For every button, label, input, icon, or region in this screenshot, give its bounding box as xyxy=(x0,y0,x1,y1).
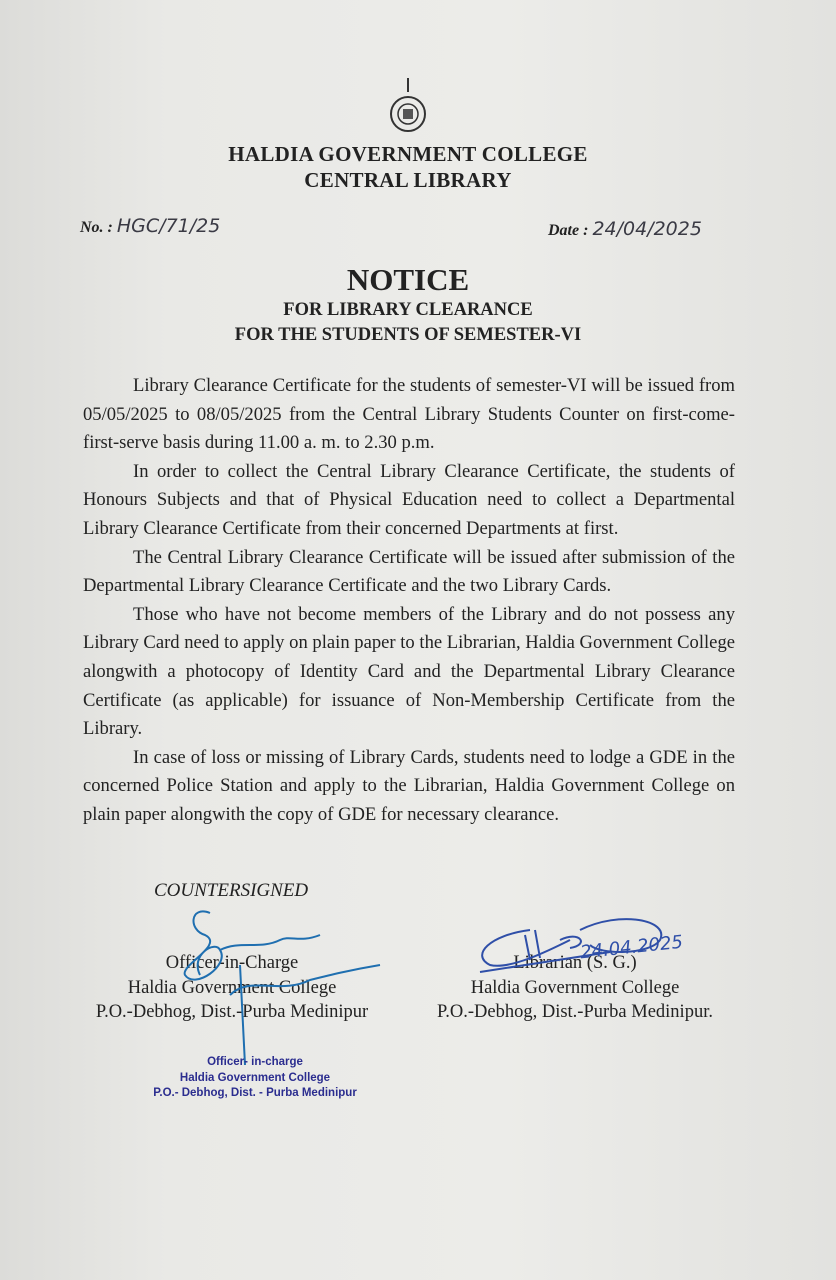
date-label: Date : xyxy=(548,222,589,239)
officer-signature-icon xyxy=(170,905,390,1075)
officer-stamp xyxy=(150,1055,360,1102)
signatory-title: Librarian (S. G.) xyxy=(513,953,637,973)
paragraph: In order to collect the Central Library Clearance Certificate, the students of Honours Subjects and that of Physical Education need to collect a Departmental Library Clearance Certificate from their concerned Departments at first. xyxy=(83,460,735,539)
no-label: No. : xyxy=(80,219,113,236)
notice-date xyxy=(548,218,702,240)
notice-subtitle-2: FOR THE STUDENTS OF SEMESTER-VI xyxy=(234,325,582,345)
signatory-address: P.O.-Debhog, Dist.-Purba Medinipur. xyxy=(437,1002,713,1022)
countersigned-label: COUNTERSIGNED xyxy=(154,880,309,901)
college-name: HALDIA GOVERNMENT COLLEGE xyxy=(228,142,588,166)
signatory-institution: Haldia Government College xyxy=(470,977,680,998)
stamp-line: P.O.- Debhog, Dist. - Purba Medinipur xyxy=(153,1087,357,1099)
paragraph: In case of loss or missing of Library Cards, students need to lodge a GDE in the concerned Police Station and apply to the Librarian, Haldia Government College on plain paper alongwith the copy of GDE for necessary clearance. xyxy=(83,746,735,825)
stamp-line: Haldia Government College xyxy=(179,1071,331,1084)
signatory-institution: Haldia Government College xyxy=(127,977,337,998)
notice-title: NOTICE xyxy=(346,262,470,297)
librarian-signed-date: 24.04.2025 xyxy=(579,931,684,964)
paragraph: Library Clearance Certificate for the students of semester-VI will be issued from 05/05/2025 to 08/05/2025 from the Central Library Students Counter on first-come-first-serve basis during 11.00 a. m. to 2.30 p.m. xyxy=(83,375,735,454)
reference-number xyxy=(80,215,220,237)
paragraph: Those who have not become members of the Library and do not possess any Library Card need to apply on plain paper to the Librarian, Haldia Government College alongwith a photocopy of Identity Card and the Departmental Library Clearance Certificate (as applicable) for issuance of Non-Membership Certificate from the Library. xyxy=(83,603,735,740)
stamp-line: Officer- in-charge xyxy=(207,1056,303,1068)
signatory-address: P.O.-Debhog, Dist.-Purba Medinipur xyxy=(95,1002,369,1022)
signatory-title: Officer-in-Charge xyxy=(165,953,299,973)
no-value: HGC/71/25 xyxy=(116,215,221,237)
library-name: CENTRAL LIBRARY xyxy=(304,168,512,192)
paragraph: The Central Library Clearance Certificate will be issued after submission of the Departmental Library Clearance Certificate and the two Library Cards. xyxy=(83,546,735,597)
notice-subtitle: FOR LIBRARY CLEARANCE xyxy=(283,300,533,320)
date-value: 24/04/2025 xyxy=(592,218,702,240)
notice-body xyxy=(83,372,735,830)
college-emblem-icon xyxy=(389,78,427,136)
